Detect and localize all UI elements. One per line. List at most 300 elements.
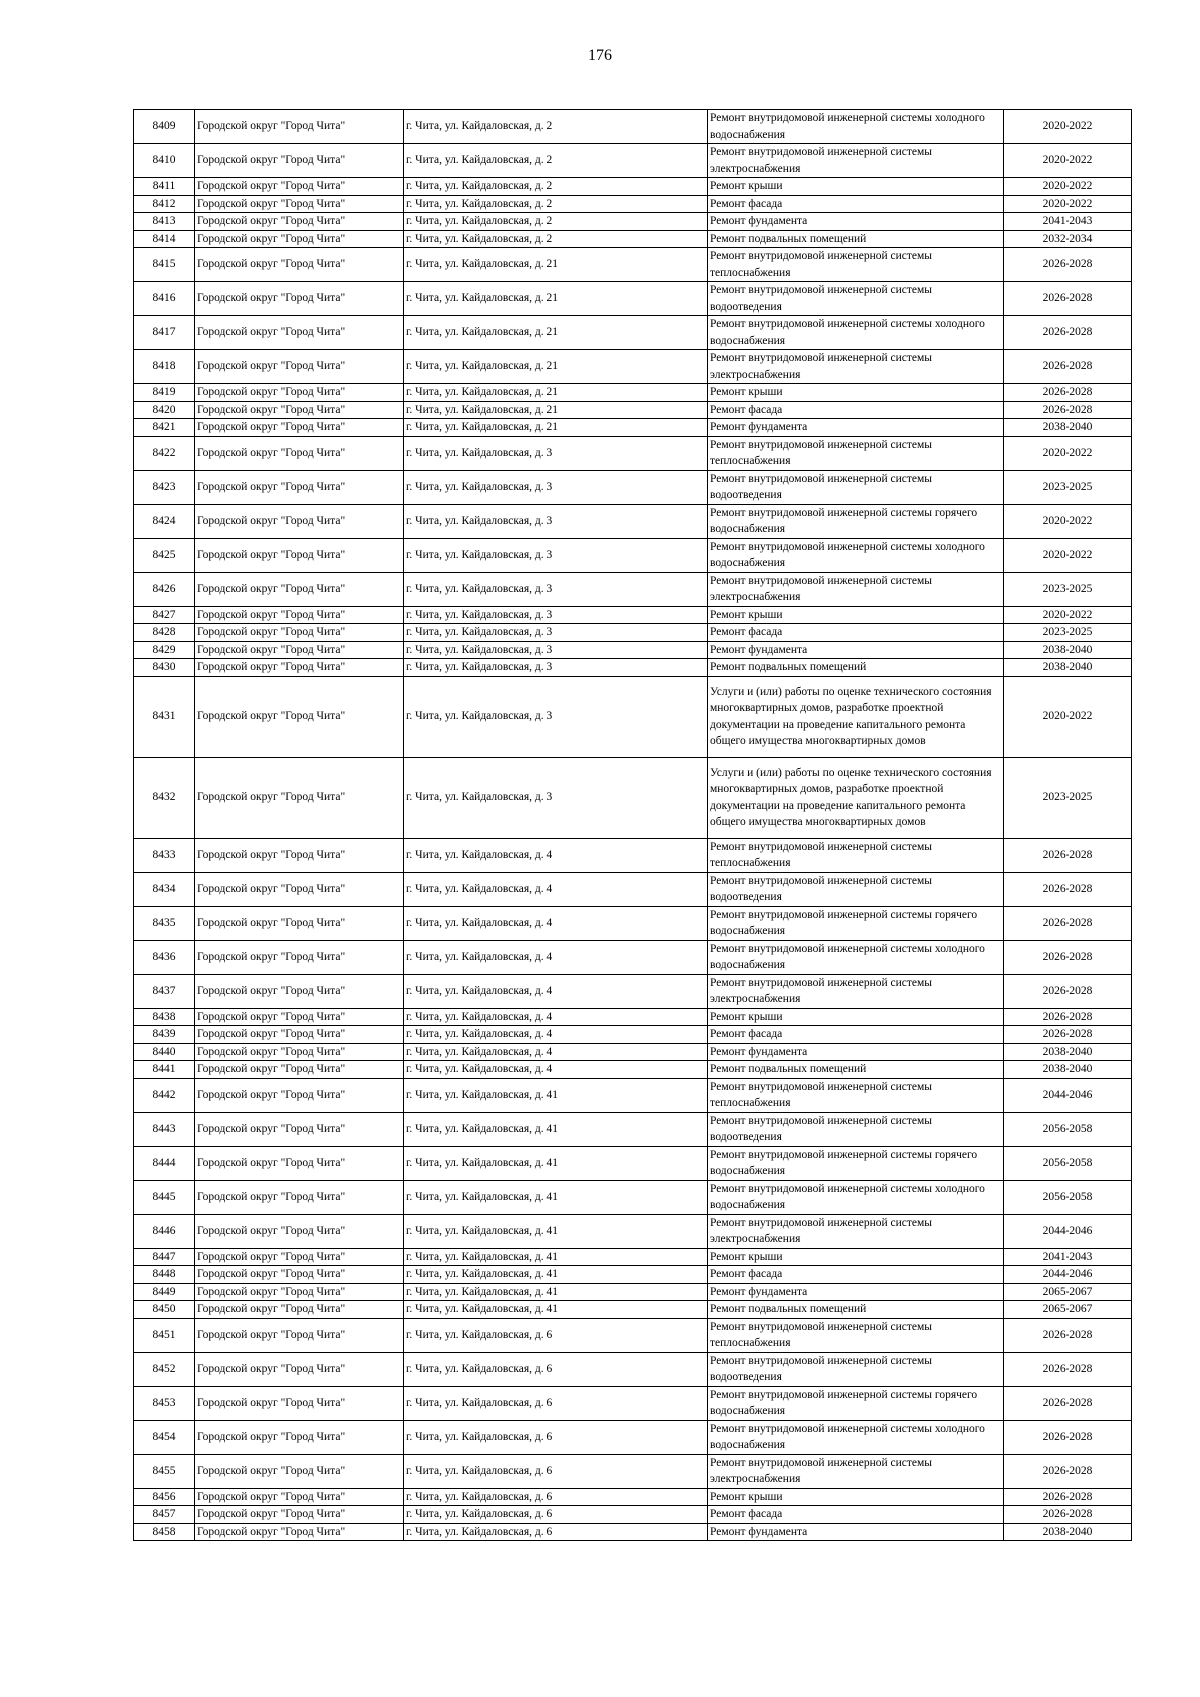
address-cell: г. Чита, ул. Кайдаловская, д. 6: [404, 1352, 708, 1386]
address-cell: г. Чита, ул. Кайдаловская, д. 2: [404, 213, 708, 231]
table-row: [134, 230, 1132, 248]
address-cell: г. Чита, ул. Кайдаловская, д. 21: [404, 248, 708, 282]
address-cell: г. Чита, ул. Кайдаловская, д. 4: [404, 1008, 708, 1026]
row-number: 8439: [134, 1026, 195, 1044]
municipality-cell: Городской округ "Город Чита": [195, 641, 404, 659]
address-cell: г. Чита, ул. Кайдаловская, д. 2: [404, 195, 708, 213]
work-type-cell: Ремонт внутридомовой инженерной системы водоотведения: [708, 1112, 1004, 1146]
row-number: 8450: [134, 1301, 195, 1319]
municipality-cell: Городской округ "Город Чита": [195, 248, 404, 282]
row-number: 8451: [134, 1318, 195, 1352]
municipality-cell: Городской округ "Город Чита": [195, 419, 404, 437]
period-cell: 2026-2028: [1004, 316, 1132, 350]
period-cell: 2056-2058: [1004, 1112, 1132, 1146]
row-number: 8418: [134, 350, 195, 384]
period-cell: 2032-2034: [1004, 230, 1132, 248]
row-number: 8442: [134, 1078, 195, 1112]
row-number: 8422: [134, 436, 195, 470]
address-cell: г. Чита, ул. Кайдаловская, д. 41: [404, 1214, 708, 1248]
table-row: [134, 757, 1132, 838]
work-type-cell: Ремонт крыши: [708, 606, 1004, 624]
municipality-cell: Городской округ "Город Чита": [195, 436, 404, 470]
period-cell: 2038-2040: [1004, 1061, 1132, 1079]
municipality-cell: Городской округ "Город Чита": [195, 384, 404, 402]
municipality-cell: Городской округ "Город Чита": [195, 1078, 404, 1112]
period-cell: 2026-2028: [1004, 1454, 1132, 1488]
municipality-cell: Городской округ "Город Чита": [195, 1386, 404, 1420]
work-type-cell: Ремонт внутридомовой инженерной системы теплоснабжения: [708, 1078, 1004, 1112]
row-number: 8419: [134, 384, 195, 402]
municipality-cell: Городской округ "Город Чита": [195, 213, 404, 231]
table-row: [134, 538, 1132, 572]
work-type-cell: Ремонт фундамента: [708, 1523, 1004, 1541]
address-cell: г. Чита, ул. Кайдаловская, д. 4: [404, 906, 708, 940]
period-cell: 2056-2058: [1004, 1180, 1132, 1214]
row-number: 8433: [134, 838, 195, 872]
row-number: 8436: [134, 940, 195, 974]
period-cell: 2026-2028: [1004, 1420, 1132, 1454]
work-type-cell: Ремонт внутридомовой инженерной системы горячего водоснабжения: [708, 1146, 1004, 1180]
address-cell: г. Чита, ул. Кайдаловская, д. 6: [404, 1488, 708, 1506]
period-cell: 2038-2040: [1004, 641, 1132, 659]
work-type-cell: Ремонт внутридомовой инженерной системы холодного водоснабжения: [708, 1180, 1004, 1214]
municipality-cell: Городской округ "Город Чита": [195, 1180, 404, 1214]
address-cell: г. Чита, ул. Кайдаловская, д. 3: [404, 504, 708, 538]
address-cell: г. Чита, ул. Кайдаловская, д. 2: [404, 178, 708, 196]
address-cell: г. Чита, ул. Кайдаловская, д. 3: [404, 436, 708, 470]
work-type-cell: Услуги и (или) работы по оценке технического состояния многоквартирных домов, разработке проектной документации на проведение капитального ремонта общего имущества многоквартирных домов: [708, 757, 1004, 838]
page-number: 176: [588, 47, 612, 64]
municipality-cell: Городской округ "Город Чита": [195, 676, 404, 757]
municipality-cell: Городской округ "Город Чита": [195, 1283, 404, 1301]
table-row: [134, 195, 1132, 213]
municipality-cell: Городской округ "Город Чита": [195, 974, 404, 1008]
address-cell: г. Чита, ул. Кайдаловская, д. 2: [404, 110, 708, 144]
table-row: [134, 1352, 1132, 1386]
period-cell: 2026-2028: [1004, 350, 1132, 384]
row-number: 8412: [134, 195, 195, 213]
table-row: [134, 1112, 1132, 1146]
address-cell: г. Чита, ул. Кайдаловская, д. 6: [404, 1523, 708, 1541]
table-row: [134, 624, 1132, 642]
row-number: 8431: [134, 676, 195, 757]
municipality-cell: Городской округ "Город Чита": [195, 538, 404, 572]
row-number: 8424: [134, 504, 195, 538]
address-cell: г. Чита, ул. Кайдаловская, д. 3: [404, 606, 708, 624]
period-cell: 2026-2028: [1004, 1506, 1132, 1524]
table-row: [134, 1026, 1132, 1044]
table-row: [134, 1008, 1132, 1026]
table-row: [134, 1420, 1132, 1454]
table-row: [134, 676, 1132, 757]
municipality-cell: Городской округ "Город Чита": [195, 1043, 404, 1061]
municipality-cell: Городской округ "Город Чита": [195, 1420, 404, 1454]
period-cell: 2038-2040: [1004, 659, 1132, 677]
period-cell: 2065-2067: [1004, 1283, 1132, 1301]
municipality-cell: Городской округ "Город Чита": [195, 872, 404, 906]
address-cell: г. Чита, ул. Кайдаловская, д. 6: [404, 1318, 708, 1352]
row-number: 8426: [134, 572, 195, 606]
row-number: 8437: [134, 974, 195, 1008]
table-row: [134, 641, 1132, 659]
table-row: [134, 470, 1132, 504]
address-cell: г. Чита, ул. Кайдаловская, д. 6: [404, 1454, 708, 1488]
period-cell: 2023-2025: [1004, 624, 1132, 642]
row-number: 8415: [134, 248, 195, 282]
work-type-cell: Ремонт фундамента: [708, 213, 1004, 231]
municipality-cell: Городской округ "Город Чита": [195, 606, 404, 624]
table-row: [134, 316, 1132, 350]
work-type-cell: Ремонт подвальных помещений: [708, 1061, 1004, 1079]
municipality-cell: Городской округ "Город Чита": [195, 1352, 404, 1386]
address-cell: г. Чита, ул. Кайдаловская, д. 41: [404, 1248, 708, 1266]
work-type-cell: Ремонт крыши: [708, 1488, 1004, 1506]
work-type-cell: Ремонт подвальных помещений: [708, 230, 1004, 248]
period-cell: 2026-2028: [1004, 872, 1132, 906]
row-number: 8445: [134, 1180, 195, 1214]
table-row: [134, 1318, 1132, 1352]
address-cell: г. Чита, ул. Кайдаловская, д. 41: [404, 1146, 708, 1180]
period-cell: 2020-2022: [1004, 144, 1132, 178]
row-number: 8411: [134, 178, 195, 196]
municipality-cell: Городской округ "Город Чита": [195, 1488, 404, 1506]
period-cell: 2044-2046: [1004, 1266, 1132, 1284]
work-type-cell: Ремонт внутридомовой инженерной системы холодного водоснабжения: [708, 110, 1004, 144]
row-number: 8417: [134, 316, 195, 350]
period-cell: 2044-2046: [1004, 1214, 1132, 1248]
period-cell: 2026-2028: [1004, 1488, 1132, 1506]
work-type-cell: Ремонт внутридомовой инженерной системы горячего водоснабжения: [708, 906, 1004, 940]
period-cell: 2020-2022: [1004, 538, 1132, 572]
row-number: 8447: [134, 1248, 195, 1266]
work-type-cell: Ремонт фундамента: [708, 419, 1004, 437]
table-row: [134, 1078, 1132, 1112]
work-type-cell: Ремонт внутридомовой инженерной системы горячего водоснабжения: [708, 504, 1004, 538]
municipality-cell: Городской округ "Город Чита": [195, 316, 404, 350]
table-row: [134, 248, 1132, 282]
address-cell: г. Чита, ул. Кайдаловская, д. 6: [404, 1420, 708, 1454]
work-type-cell: Ремонт внутридомовой инженерной системы электроснабжения: [708, 1214, 1004, 1248]
address-cell: г. Чита, ул. Кайдаловская, д. 4: [404, 1026, 708, 1044]
work-type-cell: Ремонт фундамента: [708, 1283, 1004, 1301]
row-number: 8457: [134, 1506, 195, 1524]
work-type-cell: Ремонт внутридомовой инженерной системы электроснабжения: [708, 1454, 1004, 1488]
municipality-cell: Городской округ "Город Чита": [195, 144, 404, 178]
work-type-cell: Ремонт внутридомовой инженерной системы электроснабжения: [708, 144, 1004, 178]
municipality-cell: Городской округ "Город Чита": [195, 1008, 404, 1026]
work-type-cell: Ремонт внутридомовой инженерной системы холодного водоснабжения: [708, 940, 1004, 974]
address-cell: г. Чита, ул. Кайдаловская, д. 6: [404, 1506, 708, 1524]
table-row: [134, 504, 1132, 538]
municipality-cell: Городской округ "Город Чита": [195, 1506, 404, 1524]
row-number: 8430: [134, 659, 195, 677]
address-cell: г. Чита, ул. Кайдаловская, д. 3: [404, 757, 708, 838]
municipality-cell: Городской округ "Город Чита": [195, 1146, 404, 1180]
period-cell: 2044-2046: [1004, 1078, 1132, 1112]
table-row: [134, 282, 1132, 316]
row-number: 8425: [134, 538, 195, 572]
table-row: [134, 606, 1132, 624]
table-row: [134, 1214, 1132, 1248]
work-type-cell: Ремонт фасада: [708, 1026, 1004, 1044]
municipality-cell: Городской округ "Город Чита": [195, 1248, 404, 1266]
table-row: [134, 1523, 1132, 1541]
period-cell: 2026-2028: [1004, 1386, 1132, 1420]
row-number: 8432: [134, 757, 195, 838]
work-type-cell: Ремонт внутридомовой инженерной системы холодного водоснабжения: [708, 538, 1004, 572]
period-cell: 2020-2022: [1004, 195, 1132, 213]
work-type-cell: Ремонт внутридомовой инженерной системы электроснабжения: [708, 572, 1004, 606]
table-row: [134, 572, 1132, 606]
work-type-cell: Ремонт подвальных помещений: [708, 659, 1004, 677]
table-row: [134, 110, 1132, 144]
period-cell: 2026-2028: [1004, 940, 1132, 974]
address-cell: г. Чита, ул. Кайдаловская, д. 3: [404, 641, 708, 659]
table-row: [134, 974, 1132, 1008]
row-number: 8427: [134, 606, 195, 624]
period-cell: 2023-2025: [1004, 470, 1132, 504]
period-cell: 2038-2040: [1004, 1523, 1132, 1541]
address-cell: г. Чита, ул. Кайдаловская, д. 4: [404, 1061, 708, 1079]
work-type-cell: Ремонт фундамента: [708, 1043, 1004, 1061]
address-cell: г. Чита, ул. Кайдаловская, д. 2: [404, 144, 708, 178]
period-cell: 2041-2043: [1004, 213, 1132, 231]
period-cell: 2026-2028: [1004, 974, 1132, 1008]
work-type-cell: Ремонт фасада: [708, 1266, 1004, 1284]
table-row: [134, 940, 1132, 974]
work-type-cell: Ремонт внутридомовой инженерной системы водоотведения: [708, 872, 1004, 906]
address-cell: г. Чита, ул. Кайдаловская, д. 6: [404, 1386, 708, 1420]
address-cell: г. Чита, ул. Кайдаловская, д. 2: [404, 230, 708, 248]
municipality-cell: Городской округ "Город Чита": [195, 757, 404, 838]
work-type-cell: Ремонт крыши: [708, 1248, 1004, 1266]
municipality-cell: Городской округ "Город Чита": [195, 838, 404, 872]
municipality-cell: Городской округ "Город Чита": [195, 624, 404, 642]
address-cell: г. Чита, ул. Кайдаловская, д. 41: [404, 1301, 708, 1319]
municipality-cell: Городской округ "Город Чита": [195, 1318, 404, 1352]
address-cell: г. Чита, ул. Кайдаловская, д. 3: [404, 676, 708, 757]
period-cell: 2020-2022: [1004, 504, 1132, 538]
row-number: 8441: [134, 1061, 195, 1079]
row-number: 8435: [134, 906, 195, 940]
address-cell: г. Чита, ул. Кайдаловская, д. 3: [404, 624, 708, 642]
works-table: [133, 109, 1132, 1541]
period-cell: 2020-2022: [1004, 178, 1132, 196]
table-row: [134, 436, 1132, 470]
period-cell: 2041-2043: [1004, 1248, 1132, 1266]
work-type-cell: Ремонт внутридомовой инженерной системы теплоснабжения: [708, 838, 1004, 872]
row-number: 8410: [134, 144, 195, 178]
municipality-cell: Городской округ "Город Чита": [195, 1026, 404, 1044]
address-cell: г. Чита, ул. Кайдаловская, д. 41: [404, 1266, 708, 1284]
row-number: 8409: [134, 110, 195, 144]
municipality-cell: Городской округ "Город Чита": [195, 572, 404, 606]
period-cell: 2056-2058: [1004, 1146, 1132, 1180]
row-number: 8443: [134, 1112, 195, 1146]
table-row: [134, 1043, 1132, 1061]
period-cell: 2020-2022: [1004, 676, 1132, 757]
address-cell: г. Чита, ул. Кайдаловская, д. 21: [404, 282, 708, 316]
table-row: [134, 1266, 1132, 1284]
row-number: 8428: [134, 624, 195, 642]
municipality-cell: Городской округ "Город Чита": [195, 1214, 404, 1248]
work-type-cell: Ремонт внутридомовой инженерной системы теплоснабжения: [708, 1318, 1004, 1352]
address-cell: г. Чита, ул. Кайдаловская, д. 3: [404, 538, 708, 572]
table-row: [134, 350, 1132, 384]
address-cell: г. Чита, ул. Кайдаловская, д. 3: [404, 659, 708, 677]
row-number: 8458: [134, 1523, 195, 1541]
period-cell: 2020-2022: [1004, 110, 1132, 144]
row-number: 8423: [134, 470, 195, 504]
row-number: 8440: [134, 1043, 195, 1061]
municipality-cell: Городской округ "Город Чита": [195, 940, 404, 974]
table-row: [134, 401, 1132, 419]
address-cell: г. Чита, ул. Кайдаловская, д. 41: [404, 1112, 708, 1146]
table-row: [134, 872, 1132, 906]
address-cell: г. Чита, ул. Кайдаловская, д. 21: [404, 401, 708, 419]
period-cell: 2026-2028: [1004, 838, 1132, 872]
address-cell: г. Чита, ул. Кайдаловская, д. 3: [404, 572, 708, 606]
period-cell: 2026-2028: [1004, 248, 1132, 282]
period-cell: 2026-2028: [1004, 1318, 1132, 1352]
row-number: 8414: [134, 230, 195, 248]
period-cell: 2026-2028: [1004, 1008, 1132, 1026]
row-number: 8455: [134, 1454, 195, 1488]
address-cell: г. Чита, ул. Кайдаловская, д. 3: [404, 470, 708, 504]
address-cell: г. Чита, ул. Кайдаловская, д. 21: [404, 350, 708, 384]
address-cell: г. Чита, ул. Кайдаловская, д. 4: [404, 940, 708, 974]
row-number: 8454: [134, 1420, 195, 1454]
work-type-cell: Ремонт внутридомовой инженерной системы водоотведения: [708, 282, 1004, 316]
period-cell: 2026-2028: [1004, 1026, 1132, 1044]
work-type-cell: Ремонт внутридомовой инженерной системы водоотведения: [708, 1352, 1004, 1386]
address-cell: г. Чита, ул. Кайдаловская, д. 4: [404, 974, 708, 1008]
address-cell: г. Чита, ул. Кайдаловская, д. 4: [404, 1043, 708, 1061]
row-number: 8444: [134, 1146, 195, 1180]
table-row: [134, 1248, 1132, 1266]
work-type-cell: Ремонт внутридомовой инженерной системы электроснабжения: [708, 350, 1004, 384]
row-number: 8434: [134, 872, 195, 906]
table-row: [134, 906, 1132, 940]
address-cell: г. Чита, ул. Кайдаловская, д. 21: [404, 316, 708, 350]
period-cell: 2038-2040: [1004, 419, 1132, 437]
work-type-cell: Ремонт фасада: [708, 624, 1004, 642]
work-type-cell: Ремонт фасада: [708, 195, 1004, 213]
municipality-cell: Городской округ "Город Чита": [195, 1301, 404, 1319]
work-type-cell: Ремонт внутридомовой инженерной системы теплоснабжения: [708, 436, 1004, 470]
row-number: 8420: [134, 401, 195, 419]
row-number: 8446: [134, 1214, 195, 1248]
table-row: [134, 1386, 1132, 1420]
table-row: [134, 144, 1132, 178]
work-type-cell: Ремонт внутридомовой инженерной системы электроснабжения: [708, 974, 1004, 1008]
municipality-cell: Городской округ "Город Чита": [195, 350, 404, 384]
row-number: 8452: [134, 1352, 195, 1386]
municipality-cell: Городской округ "Город Чита": [195, 282, 404, 316]
address-cell: г. Чита, ул. Кайдаловская, д. 4: [404, 838, 708, 872]
table-row: [134, 1180, 1132, 1214]
address-cell: г. Чита, ул. Кайдаловская, д. 41: [404, 1078, 708, 1112]
work-type-cell: Ремонт внутридомовой инженерной системы холодного водоснабжения: [708, 1420, 1004, 1454]
table-row: [134, 838, 1132, 872]
municipality-cell: Городской округ "Город Чита": [195, 1061, 404, 1079]
table-row: [134, 1506, 1132, 1524]
table-row: [134, 1454, 1132, 1488]
table-row: [134, 1146, 1132, 1180]
table-row: [134, 659, 1132, 677]
period-cell: 2023-2025: [1004, 572, 1132, 606]
municipality-cell: Городской округ "Город Чита": [195, 401, 404, 419]
work-type-cell: Ремонт крыши: [708, 384, 1004, 402]
work-type-cell: Ремонт подвальных помещений: [708, 1301, 1004, 1319]
table-row: [134, 178, 1132, 196]
address-cell: г. Чита, ул. Кайдаловская, д. 41: [404, 1283, 708, 1301]
work-type-cell: Ремонт фундамента: [708, 641, 1004, 659]
work-type-cell: Ремонт фасада: [708, 1506, 1004, 1524]
municipality-cell: Городской округ "Город Чита": [195, 470, 404, 504]
municipality-cell: Городской округ "Город Чита": [195, 1454, 404, 1488]
municipality-cell: Городской округ "Город Чита": [195, 178, 404, 196]
municipality-cell: Городской округ "Город Чита": [195, 659, 404, 677]
work-type-cell: Ремонт крыши: [708, 178, 1004, 196]
table-row: [134, 1301, 1132, 1319]
row-number: 8456: [134, 1488, 195, 1506]
row-number: 8453: [134, 1386, 195, 1420]
work-type-cell: Ремонт внутридомовой инженерной системы водоотведения: [708, 470, 1004, 504]
work-type-cell: Услуги и (или) работы по оценке технического состояния многоквартирных домов, разработке проектной документации на проведение капитального ремонта общего имущества многоквартирных домов: [708, 676, 1004, 757]
work-type-cell: Ремонт внутридомовой инженерной системы холодного водоснабжения: [708, 316, 1004, 350]
municipality-cell: Городской округ "Город Чита": [195, 110, 404, 144]
table-row: [134, 419, 1132, 437]
table-row: [134, 213, 1132, 231]
row-number: 8413: [134, 213, 195, 231]
municipality-cell: Городской округ "Город Чита": [195, 906, 404, 940]
work-type-cell: Ремонт внутридомовой инженерной системы теплоснабжения: [708, 248, 1004, 282]
municipality-cell: Городской округ "Город Чита": [195, 195, 404, 213]
row-number: 8448: [134, 1266, 195, 1284]
period-cell: 2026-2028: [1004, 384, 1132, 402]
row-number: 8449: [134, 1283, 195, 1301]
table-row: [134, 1488, 1132, 1506]
address-cell: г. Чита, ул. Кайдаловская, д. 21: [404, 419, 708, 437]
row-number: 8421: [134, 419, 195, 437]
works-table-body: [134, 110, 1132, 1541]
address-cell: г. Чита, ул. Кайдаловская, д. 21: [404, 384, 708, 402]
period-cell: 2038-2040: [1004, 1043, 1132, 1061]
row-number: 8438: [134, 1008, 195, 1026]
work-type-cell: Ремонт фасада: [708, 401, 1004, 419]
municipality-cell: Городской округ "Город Чита": [195, 1266, 404, 1284]
municipality-cell: Городской округ "Город Чита": [195, 230, 404, 248]
work-type-cell: Ремонт внутридомовой инженерной системы горячего водоснабжения: [708, 1386, 1004, 1420]
table-row: [134, 384, 1132, 402]
work-type-cell: Ремонт крыши: [708, 1008, 1004, 1026]
period-cell: 2020-2022: [1004, 606, 1132, 624]
row-number: 8429: [134, 641, 195, 659]
period-cell: 2020-2022: [1004, 436, 1132, 470]
address-cell: г. Чита, ул. Кайдаловская, д. 41: [404, 1180, 708, 1214]
period-cell: 2026-2028: [1004, 1352, 1132, 1386]
table-row: [134, 1283, 1132, 1301]
period-cell: 2026-2028: [1004, 906, 1132, 940]
address-cell: г. Чита, ул. Кайдаловская, д. 4: [404, 872, 708, 906]
period-cell: 2026-2028: [1004, 282, 1132, 316]
table-row: [134, 1061, 1132, 1079]
period-cell: 2065-2067: [1004, 1301, 1132, 1319]
row-number: 8416: [134, 282, 195, 316]
municipality-cell: Городской округ "Город Чита": [195, 504, 404, 538]
municipality-cell: Городской округ "Город Чита": [195, 1112, 404, 1146]
